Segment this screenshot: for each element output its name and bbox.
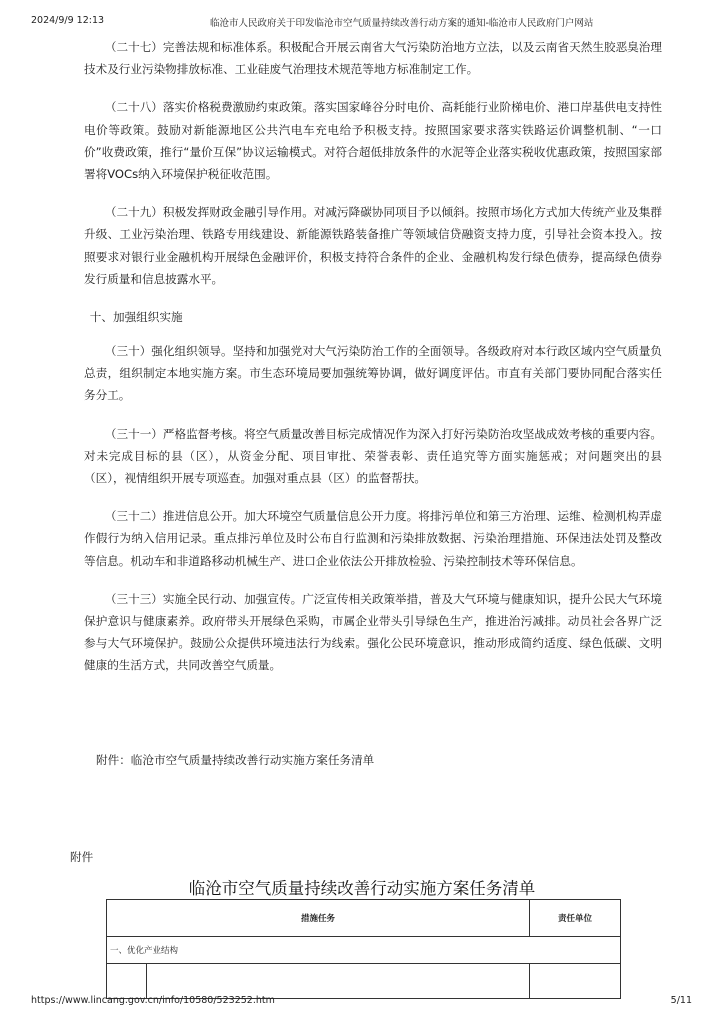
paragraph-32: （三十二）推进信息公开。加大环境空气质量信息公开力度。将排污单位和第三方治理、运维、检测机构弄虚作假行为纳入信用记录。重点排污单位及时公布自行监测和污染排放数据、污染治理措施、环保违法处罚及整改等信息。机动车和非道路移动机械生产、进口企业依法公开排放检验、污染控制技术等环保信息。 bbox=[84, 509, 662, 568]
table-cell bbox=[107, 964, 147, 999]
paragraph-31: （三十一）严格监督考核。将空气质量改善目标完成情况作为深入打好污染防治攻坚战成效考核的重要内容。对未完成目标的县（区），从资金分配、项目审批、荣誉表彰、责任追究等方面实施惩戒；对问题突出的县（区），视情组织开展专项巡查。加强对重点县（区）的监督帮扶。 bbox=[84, 426, 662, 486]
category-label: 一、优化产业结构 bbox=[107, 937, 621, 964]
table-cell bbox=[147, 964, 530, 999]
column-header-unit: 责任单位 bbox=[530, 900, 621, 937]
print-datetime: 2024/9/9 12:13 bbox=[31, 15, 105, 26]
column-header-measures: 措施任务 bbox=[107, 900, 530, 937]
document-body bbox=[84, 36, 662, 693]
footer-url: https://www.lincang.gov.cn/info/10580/523252.htm bbox=[31, 995, 275, 1006]
paragraph-33: （三十三）实施全民行动、加强宣传。广泛宣传相关政策举措，普及大气环境与健康知识，提升公民大气环境保护意识与健康素养。政府带头开展绿色采购，市属企业带头引导绿色生产，推进治污减排。动员社会各界广泛参与大气环境保护。鼓励公众提供环境违法行为线索。强化公民环境意识，推动形成简约适度、绿色低碳、文明健康的生活方式，共同改善空气质量。 bbox=[84, 591, 662, 673]
table-cell bbox=[530, 964, 621, 999]
table-header-row bbox=[107, 900, 621, 937]
paragraph-28: （二十八）落实价格税费激励约束政策。落实国家峰谷分时电价、高耗能行业阶梯电价、港口岸基供电支持性电价等政策。鼓励对新能源地区公共汽电车充电给予积极支持。按照国家要求落实铁路运价调整机制、“一口价”收费政策，推行“量价互保”协议运输模式。对符合超低排放条件的水泥等企业落实税收优惠政策，按照国家部署将VOCs纳入环境保护税征收范围。 bbox=[84, 100, 662, 182]
table-title: 临沧市空气质量持续改善行动实施方案任务清单 bbox=[188, 879, 536, 898]
table-row bbox=[107, 964, 621, 999]
print-page-title: 临沧市人民政府关于印发临沧市空气质量持续改善行动方案的通知-临沧市人民政府门户网站 bbox=[210, 18, 594, 29]
paragraph-27: （二十七）完善法规和标准体系。积极配合开展云南省大气污染防治地方立法，以及云南省天然生胶恶臭治理技术及行业污染物排放标准、工业硅废气治理技术规范等地方标准制定工作。 bbox=[84, 40, 662, 77]
attachment-label: 附件 bbox=[70, 850, 94, 864]
task-list-table bbox=[106, 899, 621, 999]
section-heading-10: 十、加强组织实施 bbox=[89, 310, 183, 325]
table-category-row bbox=[107, 937, 621, 964]
footer-page-number: 5/11 bbox=[670, 995, 692, 1006]
paragraph-29: （二十九）积极发挥财政金融引导作用。对减污降碳协同项目予以倾斜。按照市场化方式加大传统产业及集群升级、工业污染治理、铁路专用线建设、新能源铁路装备推广等领域信贷融资支持力度，引导社会资本投入。按照要求对银行业金融机构开展绿色金融评价，积极支持符合条件的企业、金融机构发行绿色债券，提高绿色债券发行质量和信息披露水平。 bbox=[84, 205, 662, 286]
paragraph-30: （三十）强化组织领导。坚持和加强党对大气污染防治工作的全面领导。各级政府对本行政区域内空气质量负总责，组织制定本地实施方案。市生态环境局要加强统筹协调，做好调度评估。市直有关部门要协同配合落实任务分工。 bbox=[84, 344, 662, 403]
attachment-note: 附件：临沧市空气质量持续改善行动实施方案任务清单 bbox=[96, 753, 375, 767]
